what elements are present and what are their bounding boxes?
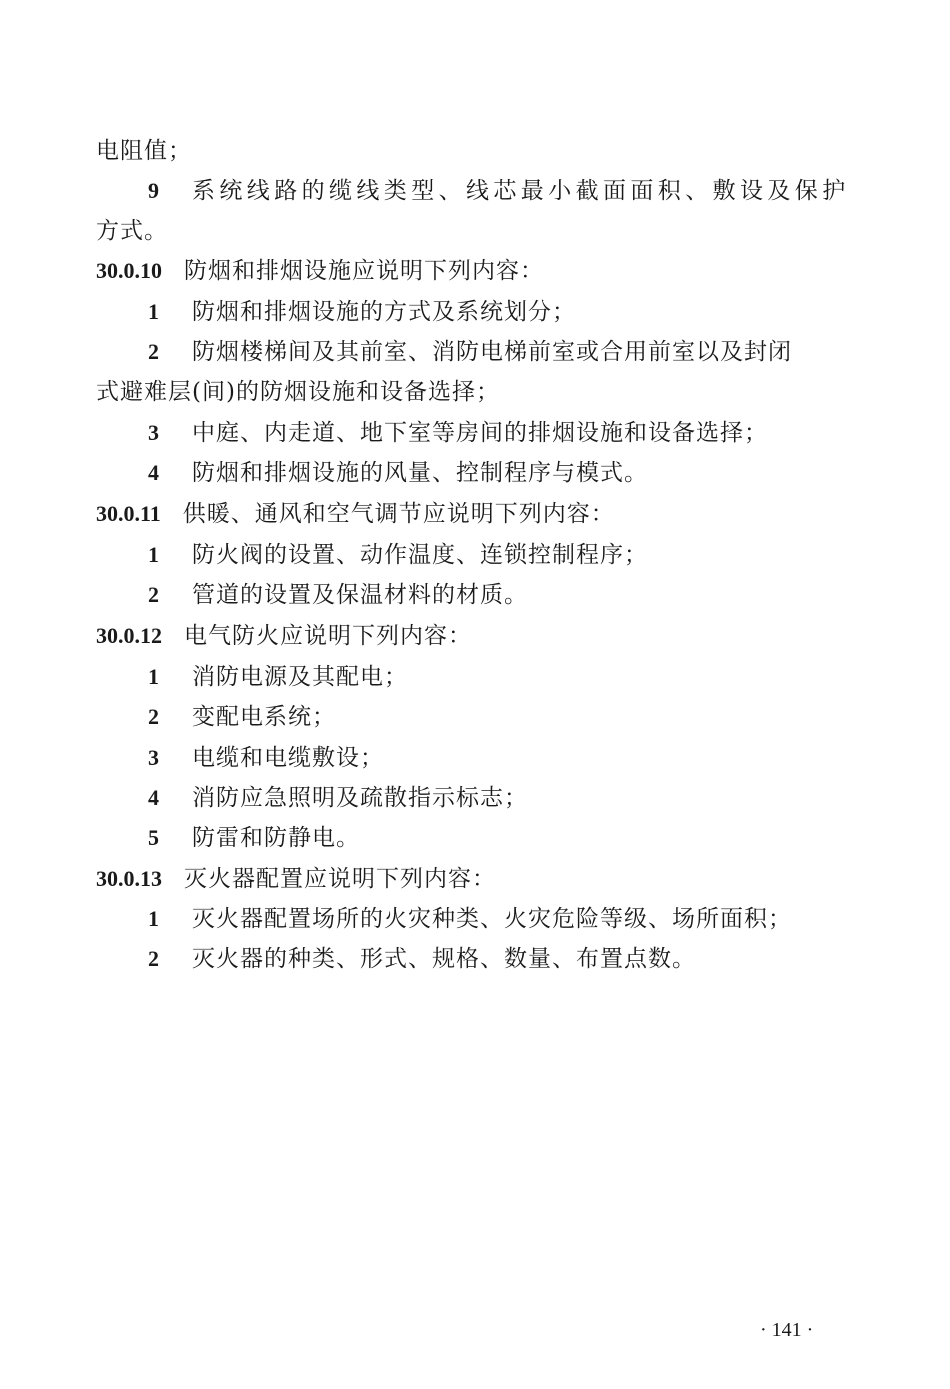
item-number: 1 bbox=[148, 542, 159, 567]
item-number: 3 bbox=[148, 420, 159, 445]
item-text: 电缆和电缆敷设； bbox=[192, 745, 384, 771]
clause-number: 30.0.12 bbox=[96, 623, 162, 648]
item-number: 4 bbox=[148, 785, 159, 810]
item-text: 变配电系统； bbox=[192, 704, 336, 730]
item-number: 1 bbox=[148, 664, 159, 689]
item-number: 3 bbox=[148, 745, 159, 770]
line-text: 电阻值； bbox=[96, 138, 192, 164]
page-number: · 141 · bbox=[760, 1319, 814, 1341]
item-text: 消防电源及其配电； bbox=[192, 664, 408, 690]
list-item bbox=[148, 337, 792, 367]
list-item bbox=[148, 823, 360, 853]
item-number: 4 bbox=[148, 460, 159, 485]
clause-text: 灭火器配置应说明下列内容： bbox=[184, 866, 496, 892]
clause-heading bbox=[96, 864, 496, 894]
clause-number: 30.0.11 bbox=[96, 501, 161, 526]
clause-heading bbox=[96, 499, 615, 529]
item-number: 1 bbox=[148, 906, 159, 931]
list-item bbox=[148, 176, 850, 206]
list-item bbox=[148, 743, 384, 773]
item-number: 2 bbox=[148, 339, 159, 364]
item-text: 防烟和排烟设施的风量、控制程序与模式。 bbox=[192, 460, 648, 486]
line-text: 方式。 bbox=[96, 218, 168, 244]
clause-text: 防烟和排烟设施应说明下列内容： bbox=[184, 258, 544, 284]
clause-text: 供暖、通风和空气调节应说明下列内容： bbox=[182, 501, 615, 527]
item-number: 2 bbox=[148, 704, 159, 729]
list-item bbox=[148, 297, 576, 327]
item-text: 防雷和防静电。 bbox=[192, 825, 360, 851]
item-number: 5 bbox=[148, 825, 159, 850]
continuation-line bbox=[96, 377, 500, 407]
list-item bbox=[148, 904, 792, 934]
list-item bbox=[148, 418, 768, 448]
clause-heading bbox=[96, 256, 544, 286]
item-text: 中庭、内走道、地下室等房间的排烟设施和设备选择； bbox=[192, 420, 768, 446]
continuation-line bbox=[96, 216, 168, 246]
clause-number: 30.0.10 bbox=[96, 258, 162, 283]
line-text: 式避难层(间)的防烟设施和设备选择； bbox=[96, 379, 500, 405]
list-item bbox=[148, 783, 528, 813]
item-number: 2 bbox=[148, 582, 159, 607]
clause-number: 30.0.13 bbox=[96, 866, 162, 891]
list-item bbox=[148, 458, 648, 488]
continuation-line bbox=[96, 136, 192, 166]
item-text: 防烟楼梯间及其前室、消防电梯前室或合用前室以及封闭 bbox=[192, 339, 792, 365]
list-item bbox=[148, 944, 696, 974]
list-item bbox=[148, 540, 648, 570]
list-item bbox=[148, 702, 336, 732]
list-item bbox=[148, 580, 528, 610]
item-text: 防火阀的设置、动作温度、连锁控制程序； bbox=[192, 542, 648, 568]
item-number: 9 bbox=[148, 178, 159, 203]
item-number: 1 bbox=[148, 299, 159, 324]
item-text: 灭火器配置场所的火灾种类、火灾危险等级、场所面积； bbox=[192, 906, 792, 932]
item-text: 消防应急照明及疏散指示标志； bbox=[192, 785, 528, 811]
clause-text: 电气防火应说明下列内容： bbox=[184, 623, 472, 649]
item-text: 系统线路的缆线类型、线芯最小截面面积、敷设及保护 bbox=[192, 178, 850, 204]
item-text: 防烟和排烟设施的方式及系统划分； bbox=[192, 299, 576, 325]
item-text: 灭火器的种类、形式、规格、数量、布置点数。 bbox=[192, 946, 696, 972]
clause-heading bbox=[96, 621, 472, 651]
item-text: 管道的设置及保温材料的材质。 bbox=[192, 582, 528, 608]
list-item bbox=[148, 662, 408, 692]
item-number: 2 bbox=[148, 946, 159, 971]
